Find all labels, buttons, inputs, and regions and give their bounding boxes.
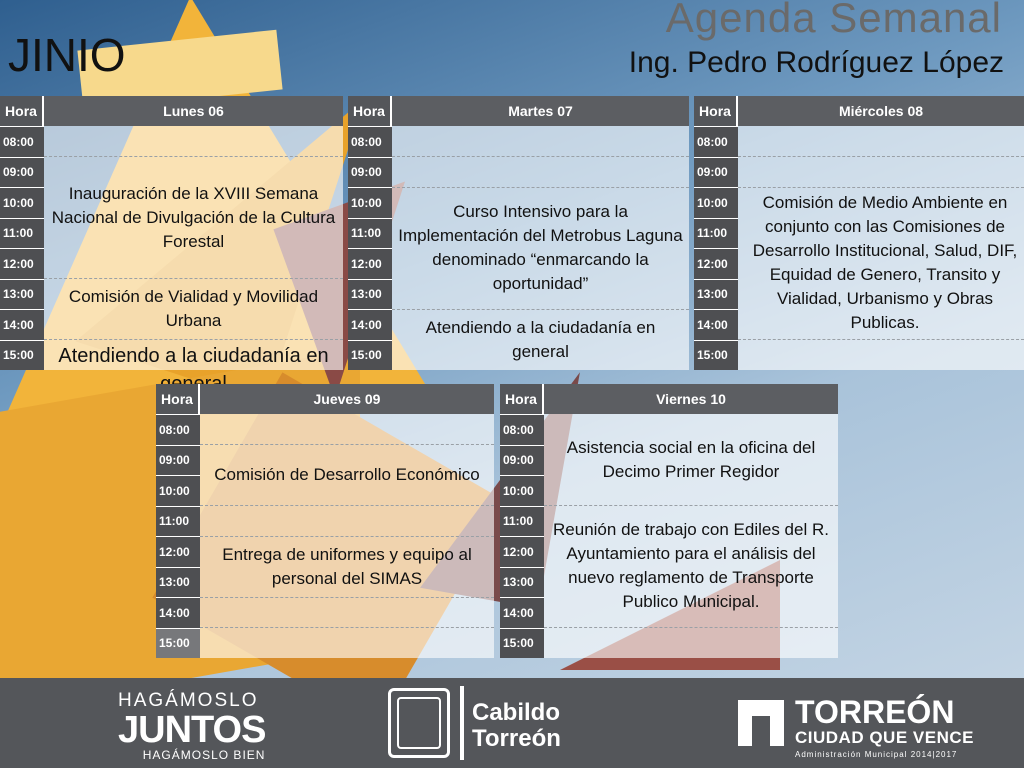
day-block-miercoles — [694, 96, 1024, 370]
event-item: Atendiendo a la ciudadanía en — [58, 345, 329, 367]
hour-column — [500, 414, 544, 658]
hour-cell: 13:00 — [694, 279, 738, 310]
day-block-viernes — [500, 384, 838, 658]
hour-column-header: Hora — [0, 96, 44, 126]
hour-cell: 15:00 — [0, 340, 44, 371]
hour-column-header: Hora — [348, 96, 392, 126]
event-item: Asistencia social en la oficina del Decimo Primer Regidor — [566, 437, 816, 481]
hour-cell: 10:00 — [500, 475, 544, 506]
cabildo-line: Cabildo — [472, 699, 560, 726]
hour-cell: 08:00 — [500, 414, 544, 445]
event-item: Entrega de uniformes y equipo al personal del SIMAS — [222, 544, 472, 588]
day-block-martes — [348, 96, 689, 370]
hour-cell: 09:00 — [694, 157, 738, 188]
hour-cell: 12:00 — [348, 248, 392, 279]
hour-cell: 09:00 — [500, 445, 544, 476]
hour-cell: 09:00 — [156, 445, 200, 476]
cabildo-logo-text — [472, 700, 561, 752]
cabildo-line: Torreón — [472, 725, 561, 752]
hagamoslo-juntos-logo — [118, 690, 265, 762]
day-header-lunes: Lunes 06 — [44, 96, 343, 126]
hour-cell: 11:00 — [500, 506, 544, 537]
hour-column — [156, 414, 200, 658]
page-subtitle: Ing. Pedro Rodríguez López — [628, 46, 1004, 79]
hour-cell: 13:00 — [500, 567, 544, 598]
events-column-martes — [392, 126, 689, 370]
hour-cell: 14:00 — [348, 309, 392, 340]
logo-text: Administración Municipal 2014|2017 — [795, 750, 958, 759]
logo-text: CIUDAD QUE VENCE — [795, 728, 974, 747]
hour-cell: 10:00 — [156, 475, 200, 506]
torreon-mark-icon — [738, 700, 784, 746]
event-item: Inauguración de la XVIII Semana Nacional de Divulgación de la Cultura Forestal — [51, 183, 336, 251]
month-label: JINIO — [8, 29, 126, 81]
logo-text: HAGÁMOSLO BIEN — [142, 748, 266, 762]
event-item: Comisión de Desarrollo Económico — [214, 464, 480, 484]
hour-column-header: Hora — [694, 96, 738, 126]
hour-column-header: Hora — [500, 384, 544, 414]
hour-cell: 13:00 — [156, 567, 200, 598]
logo-text: HAGÁMOSLO — [118, 690, 259, 711]
hour-cell: 12:00 — [694, 248, 738, 279]
hour-column — [694, 126, 738, 370]
hour-column — [0, 126, 44, 370]
hour-cell: 08:00 — [694, 126, 738, 157]
hour-cell: 08:00 — [348, 126, 392, 157]
event-item: Atendiendo a la ciudadanía en general — [425, 317, 656, 361]
hour-cell: 09:00 — [0, 157, 44, 188]
hour-cell: 14:00 — [0, 309, 44, 340]
hour-cell: 15:00 — [156, 628, 200, 659]
hour-cell: 10:00 — [0, 187, 44, 218]
footer — [0, 678, 1024, 768]
hour-cell: 11:00 — [156, 506, 200, 537]
torreon-logo — [795, 696, 974, 759]
hour-cell: 10:00 — [348, 187, 392, 218]
hour-cell: 08:00 — [156, 414, 200, 445]
hour-cell: 14:00 — [156, 597, 200, 628]
events-column-viernes — [544, 414, 838, 658]
event-item: Curso Intensivo para la Implementación del Metrobus Laguna denominado “enmarcando la oportunidad” — [398, 202, 683, 293]
day-header-miercoles: Miércoles 08 — [738, 96, 1024, 126]
events-column-lunes — [44, 126, 343, 370]
hour-cell: 14:00 — [694, 309, 738, 340]
hour-cell: 15:00 — [500, 628, 544, 659]
day-header-viernes: Viernes 10 — [544, 384, 838, 414]
hour-cell: 12:00 — [500, 536, 544, 567]
hour-cell: 14:00 — [500, 597, 544, 628]
day-block-lunes — [0, 96, 343, 370]
hour-cell: 15:00 — [348, 340, 392, 371]
hour-cell: 11:00 — [348, 218, 392, 249]
hour-cell: 09:00 — [348, 157, 392, 188]
hour-cell: 12:00 — [0, 248, 44, 279]
day-block-jueves — [156, 384, 494, 658]
events-column-jueves — [200, 414, 494, 658]
city-seal-icon — [388, 688, 450, 758]
hour-cell: 12:00 — [156, 536, 200, 567]
hour-cell: 13:00 — [0, 279, 44, 310]
day-header-jueves: Jueves 09 — [200, 384, 494, 414]
event-item: Reunión de trabajo con Ediles del R. Ayuntamiento para el análisis del nuevo reglamento de Transporte Publico Municipal. — [553, 520, 829, 611]
hour-cell: 15:00 — [694, 340, 738, 371]
event-item: Comisión de Vialidad y Movilidad Urbana — [68, 286, 319, 330]
hour-column-header: Hora — [156, 384, 200, 414]
page-title: Agenda Semanal — [665, 0, 1002, 41]
logo-text: JUNTOS — [118, 709, 266, 751]
hour-cell: 11:00 — [694, 218, 738, 249]
hour-cell: 08:00 — [0, 126, 44, 157]
hour-cell: 13:00 — [348, 279, 392, 310]
divider — [460, 686, 464, 760]
event-item: Comisión de Medio Ambiente en conjunto con las Comisiones de Desarrollo Institucional, Salud, DIF, Equidad de Genero, Transito y Vialidad, Urbanismo y Obras Publicas. — [752, 193, 1018, 332]
hour-cell: 10:00 — [694, 187, 738, 218]
logo-text: TORREÓN — [795, 694, 955, 730]
day-header-martes: Martes 07 — [392, 96, 689, 126]
hour-column — [348, 126, 392, 370]
events-column-miercoles — [738, 126, 1024, 370]
hour-cell: 11:00 — [0, 218, 44, 249]
